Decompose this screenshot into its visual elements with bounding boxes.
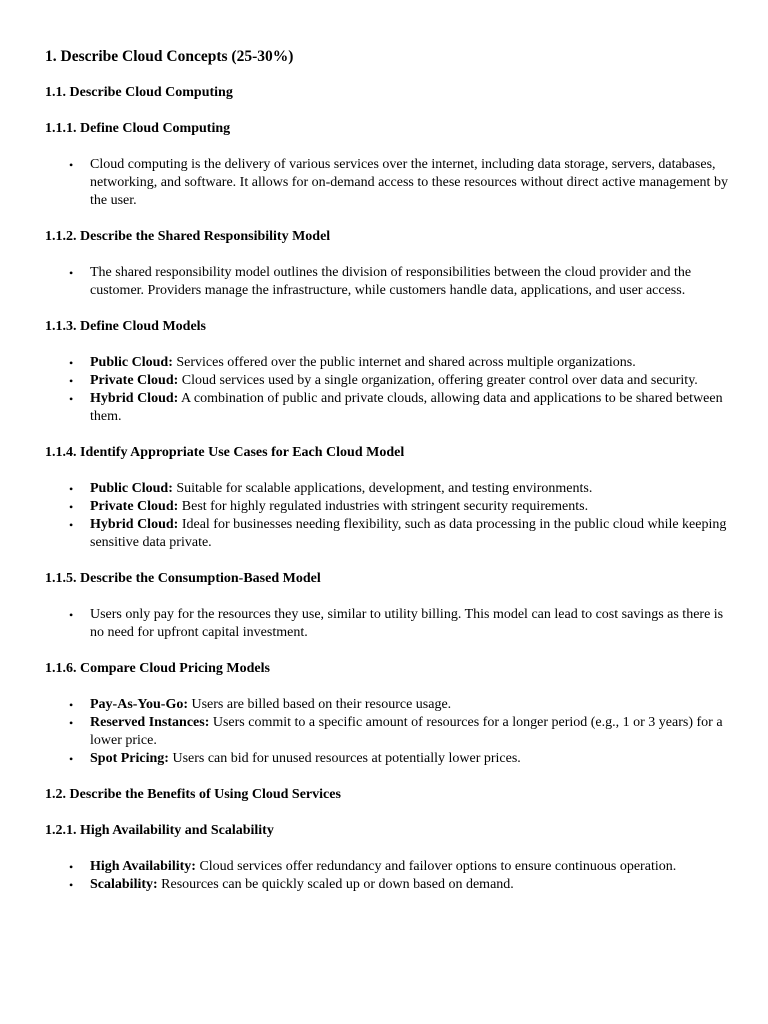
bullet-list-1-1-4 xyxy=(45,480,728,552)
section-title-1: 1. Describe Cloud Concepts (25-30%) xyxy=(45,48,294,65)
list-item xyxy=(90,390,728,426)
list-item xyxy=(90,516,728,552)
list-item xyxy=(90,750,728,768)
list-item xyxy=(90,354,728,372)
list-item-term: Hybrid Cloud: xyxy=(90,391,179,406)
list-item-term: Public Cloud: xyxy=(90,481,173,496)
list-item-text: Best for highly regulated industries with stringent security requirements. xyxy=(178,499,589,514)
list-item-text: Suitable for scalable applications, development, and testing environments. xyxy=(172,481,593,496)
list-item-term: Scalability: xyxy=(90,877,158,892)
list-item xyxy=(90,498,728,516)
bullet-list-1-1-6 xyxy=(45,696,728,768)
section-heading-1-1-2: 1.1.2. Describe the Shared Responsibility Model xyxy=(45,229,331,244)
bullet-list-1-1-5 xyxy=(45,606,728,642)
bullet-list-1-1-3 xyxy=(45,354,728,426)
list-item-term: Pay-As-You-Go: xyxy=(90,697,188,712)
list-item: • The shared responsibility model outlines the division of responsibilities between the cloud provider and the customer. Providers manage the infrastructure, while customers handle data, applications, and user access. xyxy=(90,264,728,300)
list-item xyxy=(90,372,728,390)
list-item-term: Public Cloud: xyxy=(90,355,173,370)
list-item xyxy=(90,876,728,894)
section-heading-1-1-5: 1.1.5. Describe the Consumption-Based Model xyxy=(45,571,321,586)
list-item xyxy=(90,858,728,876)
list-item-text: Users are billed based on their resource usage. xyxy=(188,697,452,712)
list-item: • Cloud computing is the delivery of various services over the internet, including data storage, servers, databases, networking, and software. It allows for on-demand access to these resources without direct active management by the user. xyxy=(90,156,728,210)
list-item-term: Reserved Instances: xyxy=(90,715,210,730)
list-item-text: Cloud services used by a single organization, offering greater control over data and security. xyxy=(178,373,698,388)
list-item-text: Users commit to a specific amount of resources for a longer period (e.g., 1 or 3 years) for a lower price. xyxy=(90,715,723,748)
section-heading-1-1-3: 1.1.3. Define Cloud Models xyxy=(45,319,206,334)
list-item-term: Private Cloud: xyxy=(90,499,179,514)
list-item xyxy=(90,714,728,750)
list-item-term: Spot Pricing: xyxy=(90,751,169,766)
section-heading-1-2-1: 1.2.1. High Availability and Scalability xyxy=(45,823,274,838)
section-heading-1-2: 1.2. Describe the Benefits of Using Cloud Services xyxy=(45,787,341,802)
list-item-text: Cloud services offer redundancy and failover options to ensure continuous operation. xyxy=(195,859,677,874)
list-item-text: A combination of public and private clouds, allowing data and applications to be shared between them. xyxy=(90,391,723,424)
section-heading-1-1: 1.1. Describe Cloud Computing xyxy=(45,85,233,100)
bullet-list-1-2-1 xyxy=(45,858,728,894)
list-item-term: Private Cloud: xyxy=(90,373,179,388)
bullet-list-1-1-2 xyxy=(45,264,728,300)
list-item-term: Hybrid Cloud: xyxy=(90,517,179,532)
list-item-text: Services offered over the public internet and shared across multiple organizations. xyxy=(172,355,636,370)
bullet-list-1-1-1 xyxy=(45,156,728,210)
list-item-term: High Availability: xyxy=(90,859,196,874)
section-heading-1-1-6: 1.1.6. Compare Cloud Pricing Models xyxy=(45,661,270,676)
list-item xyxy=(90,480,728,498)
list-item xyxy=(90,696,728,714)
list-item-text: Ideal for businesses needing flexibility, such as data processing in the public cloud while keeping sensitive data private. xyxy=(90,517,727,550)
list-item-text: Resources can be quickly scaled up or down based on demand. xyxy=(157,877,514,892)
list-item-text: Users can bid for unused resources at potentially lower prices. xyxy=(168,751,521,766)
list-item: • Users only pay for the resources they use, similar to utility billing. This model can lead to cost savings as there is no need for upfront capital investment. xyxy=(90,606,728,642)
section-heading-1-1-1: 1.1.1. Define Cloud Computing xyxy=(45,121,231,136)
section-heading-1-1-4: 1.1.4. Identify Appropriate Use Cases for Each Cloud Model xyxy=(45,445,405,460)
